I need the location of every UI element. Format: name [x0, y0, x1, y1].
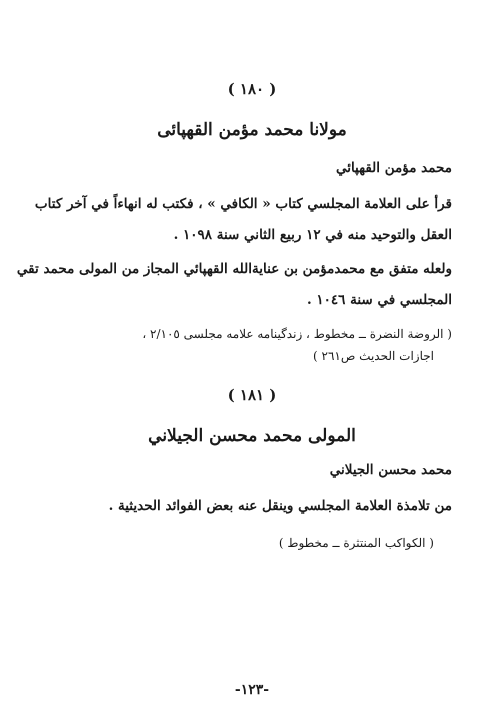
source-citation: ( الروضة النضرة ــ مخطوط ، زندگينامه علامه مجلسى ٢/١٠٥ ، [142, 327, 452, 341]
paragraph-line: قرأ على العلامة المجلسي كتاب « الكافي » ، فكتب له انهاءاً في آخر كتاب [34, 196, 452, 212]
entry-title: مولانا محمد مؤمن القهپائی [157, 120, 347, 140]
paragraph-line: من تلامذة العلامة المجلسي وينقل عنه بعض الفوائد الحديثية . [108, 498, 452, 514]
page-number: -١٢٣- [234, 682, 270, 698]
entry-name: محمد محسن الجيلاني [329, 462, 452, 478]
entry-title: المولى محمد محسن الجيلاني [148, 426, 356, 446]
source-citation: ( الكواكب المنتثرة ــ مخطوط ) [278, 536, 434, 550]
paragraph-line: العقل والتوحيد منه في ١٢ ربيع الثاني سنة ١٠٩٨ . [173, 227, 452, 243]
entry-number: ( ١٨٠ ) [227, 80, 277, 98]
paragraph-line: ولعله متفق مع محمدمؤمن بن عنايةالله القهپائي المجاز من المولى محمد تقي [16, 261, 452, 277]
entry-number: ( ١٨١ ) [227, 386, 277, 404]
source-citation: اجازات الحديث ص٢٦١ ) [313, 349, 434, 363]
paragraph-line: المجلسي في سنة ١٠٤٦ . [307, 292, 452, 308]
entry-name: محمد مؤمن القهپائي [335, 160, 452, 176]
